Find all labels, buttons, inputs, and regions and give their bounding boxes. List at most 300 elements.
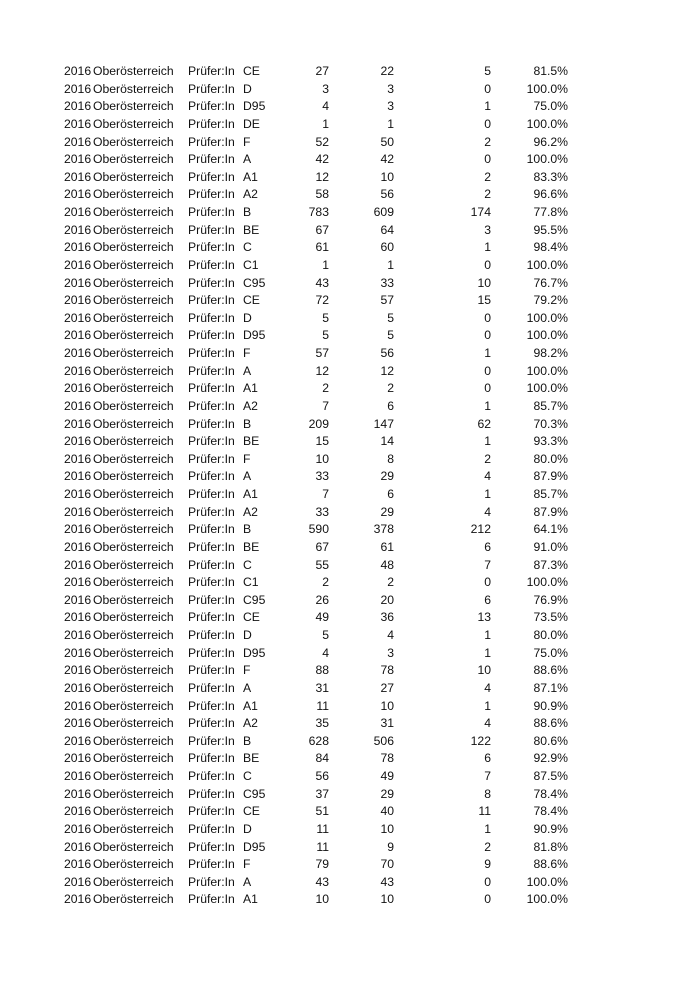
- pass-rate-cell: 88.6%: [533, 663, 568, 678]
- passed-count-cell: 14: [380, 434, 394, 449]
- license-class-cell: B: [243, 416, 252, 431]
- pass-rate-cell: 83.3%: [533, 169, 568, 184]
- failed-count-cell: 1: [484, 398, 491, 413]
- pass-rate-cell: 98.2%: [533, 346, 568, 360]
- pass-rate-cell: 87.1%: [533, 680, 568, 695]
- role-cell: Prüfer:In: [188, 363, 235, 378]
- pass-rate-cell: 81.8%: [533, 839, 568, 854]
- license-class-cell: A1: [243, 169, 258, 184]
- license-class-cell: B: [243, 733, 252, 748]
- total-count-cell: 31: [315, 680, 329, 695]
- year-cell: 2016: [64, 539, 92, 554]
- passed-count-cell: 12: [380, 363, 394, 378]
- failed-count-cell: 8: [484, 786, 491, 801]
- table-row: [0, 451, 700, 469]
- total-count-cell: 5: [322, 628, 329, 642]
- pass-rate-cell: 70.3%: [533, 416, 568, 431]
- passed-count-cell: 49: [380, 769, 394, 783]
- passed-count-cell: 57: [380, 293, 394, 308]
- failed-count-cell: 1: [484, 434, 491, 449]
- table-row: [0, 786, 700, 804]
- total-count-cell: 4: [322, 645, 329, 660]
- pass-rate-cell: 76.7%: [533, 275, 568, 290]
- region-cell: Oberösterreich: [93, 116, 174, 131]
- table-row: [0, 116, 700, 134]
- role-cell: Prüfer:In: [188, 610, 235, 625]
- passed-count-cell: 5: [387, 328, 394, 343]
- role-cell: Prüfer:In: [188, 99, 235, 114]
- year-cell: 2016: [64, 610, 92, 625]
- region-cell: Oberösterreich: [93, 416, 174, 431]
- license-class-cell: A2: [243, 187, 258, 202]
- failed-count-cell: 10: [477, 275, 491, 290]
- year-cell: 2016: [64, 205, 92, 219]
- pass-rate-cell: 90.9%: [533, 698, 568, 713]
- role-cell: Prüfer:In: [188, 821, 235, 836]
- passed-count-cell: 42: [380, 152, 394, 167]
- pass-rate-cell: 75.0%: [533, 645, 568, 660]
- license-class-cell: A: [243, 363, 252, 378]
- total-count-cell: 88: [315, 663, 329, 678]
- passed-count-cell: 60: [380, 240, 394, 255]
- table-row: [0, 257, 700, 275]
- role-cell: Prüfer:In: [188, 680, 235, 695]
- passed-count-cell: 29: [380, 786, 394, 801]
- license-class-cell: A1: [243, 892, 258, 907]
- failed-count-cell: 6: [484, 539, 491, 554]
- license-class-cell: C: [243, 240, 252, 255]
- total-count-cell: 42: [315, 152, 329, 167]
- failed-count-cell: 0: [484, 152, 491, 167]
- passed-count-cell: 40: [380, 804, 394, 819]
- role-cell: Prüfer:In: [188, 786, 235, 801]
- region-cell: Oberösterreich: [93, 892, 174, 907]
- year-cell: 2016: [64, 522, 92, 537]
- table-row: [0, 63, 700, 81]
- role-cell: Prüfer:In: [188, 434, 235, 449]
- year-cell: 2016: [64, 663, 92, 678]
- license-class-cell: C1: [243, 575, 259, 590]
- role-cell: Prüfer:In: [188, 398, 235, 413]
- total-count-cell: 209: [308, 416, 329, 431]
- table-row: [0, 803, 700, 821]
- license-class-cell: F: [243, 663, 251, 678]
- region-cell: Oberösterreich: [93, 804, 174, 819]
- table-row: [0, 874, 700, 892]
- license-class-cell: D: [243, 821, 252, 836]
- failed-count-cell: 0: [484, 310, 491, 325]
- pass-rate-cell: 91.0%: [533, 539, 568, 554]
- passed-count-cell: 2: [387, 575, 394, 590]
- role-cell: Prüfer:In: [188, 839, 235, 854]
- failed-count-cell: 0: [484, 575, 491, 590]
- table-row: [0, 698, 700, 716]
- table-row: [0, 416, 700, 434]
- passed-count-cell: 10: [380, 698, 394, 713]
- failed-count-cell: 13: [477, 610, 491, 625]
- role-cell: Prüfer:In: [188, 892, 235, 907]
- passed-count-cell: 29: [380, 504, 394, 519]
- license-class-cell: BE: [243, 539, 260, 554]
- table-row: [0, 380, 700, 398]
- table-row: [0, 398, 700, 416]
- region-cell: Oberösterreich: [93, 592, 174, 607]
- table-row: [0, 275, 700, 293]
- total-count-cell: 57: [315, 346, 329, 360]
- failed-count-cell: 1: [484, 645, 491, 660]
- passed-count-cell: 10: [380, 892, 394, 907]
- failed-count-cell: 4: [484, 469, 491, 484]
- region-cell: Oberösterreich: [93, 346, 174, 360]
- passed-count-cell: 50: [380, 134, 394, 149]
- year-cell: 2016: [64, 187, 92, 202]
- total-count-cell: 27: [315, 64, 329, 78]
- failed-count-cell: 0: [484, 257, 491, 272]
- failed-count-cell: 0: [484, 381, 491, 396]
- role-cell: Prüfer:In: [188, 522, 235, 537]
- year-cell: 2016: [64, 275, 92, 290]
- passed-count-cell: 3: [387, 81, 394, 96]
- passed-count-cell: 5: [387, 310, 394, 325]
- license-class-cell: C95: [243, 786, 266, 801]
- region-cell: Oberösterreich: [93, 628, 174, 642]
- table-row: [0, 645, 700, 663]
- total-count-cell: 49: [315, 610, 329, 625]
- pass-rate-cell: 92.9%: [533, 751, 568, 766]
- passed-count-cell: 78: [380, 751, 394, 766]
- pass-rate-cell: 90.9%: [533, 821, 568, 836]
- role-cell: Prüfer:In: [188, 804, 235, 819]
- passed-count-cell: 27: [380, 680, 394, 695]
- role-cell: Prüfer:In: [188, 698, 235, 713]
- role-cell: Prüfer:In: [188, 469, 235, 484]
- year-cell: 2016: [64, 434, 92, 449]
- role-cell: Prüfer:In: [188, 769, 235, 783]
- table-row: [0, 310, 700, 328]
- total-count-cell: 2: [322, 381, 329, 396]
- failed-count-cell: 1: [484, 99, 491, 114]
- pass-rate-cell: 100.0%: [526, 116, 568, 131]
- year-cell: 2016: [64, 698, 92, 713]
- year-cell: 2016: [64, 398, 92, 413]
- role-cell: Prüfer:In: [188, 487, 235, 501]
- role-cell: Prüfer:In: [188, 416, 235, 431]
- failed-count-cell: 0: [484, 892, 491, 907]
- role-cell: Prüfer:In: [188, 346, 235, 360]
- passed-count-cell: 6: [387, 487, 394, 501]
- license-class-cell: C95: [243, 275, 266, 290]
- pass-rate-cell: 78.4%: [533, 786, 568, 801]
- table-row: [0, 327, 700, 345]
- failed-count-cell: 11: [478, 804, 491, 819]
- table-row: [0, 204, 700, 222]
- year-cell: 2016: [64, 363, 92, 378]
- license-class-cell: A: [243, 680, 252, 695]
- region-cell: Oberösterreich: [93, 539, 174, 554]
- region-cell: Oberösterreich: [93, 187, 174, 202]
- failed-count-cell: 7: [484, 769, 491, 783]
- table-row: [0, 363, 700, 381]
- pass-rate-cell: 85.7%: [533, 398, 568, 413]
- passed-count-cell: 1: [387, 257, 394, 272]
- region-cell: Oberösterreich: [93, 328, 174, 343]
- pass-rate-cell: 100.0%: [526, 152, 568, 167]
- passed-count-cell: 6: [387, 398, 394, 413]
- table-row: [0, 557, 700, 575]
- year-cell: 2016: [64, 645, 92, 660]
- year-cell: 2016: [64, 257, 92, 272]
- table-row: [0, 539, 700, 557]
- year-cell: 2016: [64, 381, 92, 396]
- table-row: [0, 750, 700, 768]
- region-cell: Oberösterreich: [93, 434, 174, 449]
- license-class-cell: A: [243, 469, 252, 484]
- role-cell: Prüfer:In: [188, 539, 235, 554]
- year-cell: 2016: [64, 328, 92, 343]
- passed-count-cell: 56: [380, 346, 394, 360]
- failed-count-cell: 174: [470, 205, 491, 219]
- failed-count-cell: 0: [484, 328, 491, 343]
- region-cell: Oberösterreich: [93, 381, 174, 396]
- region-cell: Oberösterreich: [93, 469, 174, 484]
- region-cell: Oberösterreich: [93, 504, 174, 519]
- role-cell: Prüfer:In: [188, 575, 235, 590]
- region-cell: Oberösterreich: [93, 786, 174, 801]
- total-count-cell: 7: [322, 487, 329, 501]
- license-class-cell: DE: [243, 116, 260, 131]
- pass-rate-cell: 80.0%: [533, 628, 568, 642]
- total-count-cell: 33: [315, 504, 329, 519]
- pass-rate-cell: 80.6%: [533, 733, 568, 748]
- year-cell: 2016: [64, 504, 92, 519]
- year-cell: 2016: [64, 240, 92, 255]
- failed-count-cell: 9: [484, 857, 491, 872]
- license-class-cell: A2: [243, 398, 258, 413]
- region-cell: Oberösterreich: [93, 874, 174, 889]
- passed-count-cell: 48: [380, 557, 394, 572]
- license-class-cell: D: [243, 81, 252, 96]
- region-cell: Oberösterreich: [93, 152, 174, 167]
- failed-count-cell: 10: [477, 663, 491, 678]
- pass-rate-cell: 95.5%: [533, 222, 568, 237]
- year-cell: 2016: [64, 680, 92, 695]
- year-cell: 2016: [64, 839, 92, 854]
- total-count-cell: 43: [315, 874, 329, 889]
- license-class-cell: BE: [243, 751, 260, 766]
- table-row: [0, 345, 700, 363]
- passed-count-cell: 2: [387, 381, 394, 396]
- license-class-cell: D95: [243, 645, 266, 660]
- passed-count-cell: 10: [380, 821, 394, 836]
- year-cell: 2016: [64, 416, 92, 431]
- year-cell: 2016: [64, 293, 92, 308]
- passed-count-cell: 506: [373, 733, 394, 748]
- failed-count-cell: 0: [484, 81, 491, 96]
- failed-count-cell: 6: [484, 751, 491, 766]
- total-count-cell: 37: [315, 786, 329, 801]
- role-cell: Prüfer:In: [188, 716, 235, 731]
- region-cell: Oberösterreich: [93, 205, 174, 219]
- table-row: [0, 715, 700, 733]
- region-cell: Oberösterreich: [93, 769, 174, 783]
- pass-rate-cell: 100.0%: [526, 328, 568, 343]
- year-cell: 2016: [64, 99, 92, 114]
- failed-count-cell: 1: [484, 698, 491, 713]
- total-count-cell: 628: [308, 733, 329, 748]
- pass-rate-cell: 80.0%: [533, 451, 568, 466]
- total-count-cell: 11: [316, 821, 329, 836]
- license-class-cell: A1: [243, 698, 258, 713]
- total-count-cell: 56: [315, 769, 329, 783]
- passed-count-cell: 10: [380, 169, 394, 184]
- region-cell: Oberösterreich: [93, 557, 174, 572]
- table-row: [0, 856, 700, 874]
- role-cell: Prüfer:In: [188, 187, 235, 202]
- total-count-cell: 12: [315, 363, 329, 378]
- total-count-cell: 33: [315, 469, 329, 484]
- license-class-cell: C: [243, 769, 252, 783]
- total-count-cell: 72: [315, 293, 329, 308]
- region-cell: Oberösterreich: [93, 839, 174, 854]
- pass-rate-cell: 88.6%: [533, 716, 568, 731]
- region-cell: Oberösterreich: [93, 134, 174, 149]
- table-row: [0, 134, 700, 152]
- region-cell: Oberösterreich: [93, 451, 174, 466]
- total-count-cell: 43: [315, 275, 329, 290]
- passed-count-cell: 36: [380, 610, 394, 625]
- total-count-cell: 79: [315, 857, 329, 872]
- pass-rate-cell: 76.9%: [533, 592, 568, 607]
- license-class-cell: D: [243, 628, 252, 642]
- role-cell: Prüfer:In: [188, 874, 235, 889]
- year-cell: 2016: [64, 81, 92, 96]
- total-count-cell: 67: [315, 539, 329, 554]
- passed-count-cell: 147: [373, 416, 394, 431]
- table-row: [0, 468, 700, 486]
- region-cell: Oberösterreich: [93, 240, 174, 255]
- region-cell: Oberösterreich: [93, 398, 174, 413]
- region-cell: Oberösterreich: [93, 680, 174, 695]
- role-cell: Prüfer:In: [188, 293, 235, 308]
- total-count-cell: 55: [315, 557, 329, 572]
- year-cell: 2016: [64, 116, 92, 131]
- year-cell: 2016: [64, 451, 92, 466]
- license-class-cell: A: [243, 874, 252, 889]
- license-class-cell: CE: [243, 293, 260, 308]
- role-cell: Prüfer:In: [188, 733, 235, 748]
- role-cell: Prüfer:In: [188, 222, 235, 237]
- table-row: [0, 821, 700, 839]
- passed-count-cell: 8: [387, 451, 394, 466]
- failed-count-cell: 6: [484, 592, 491, 607]
- table-row: [0, 504, 700, 522]
- failed-count-cell: 1: [484, 628, 491, 642]
- failed-count-cell: 4: [484, 680, 491, 695]
- role-cell: Prüfer:In: [188, 152, 235, 167]
- failed-count-cell: 62: [477, 416, 491, 431]
- total-count-cell: 5: [322, 310, 329, 325]
- region-cell: Oberösterreich: [93, 257, 174, 272]
- year-cell: 2016: [64, 152, 92, 167]
- role-cell: Prüfer:In: [188, 451, 235, 466]
- license-class-cell: B: [243, 205, 252, 219]
- passed-count-cell: 20: [380, 592, 394, 607]
- license-class-cell: A1: [243, 381, 258, 396]
- total-count-cell: 4: [322, 99, 329, 114]
- total-count-cell: 3: [322, 81, 329, 96]
- pass-rate-cell: 81.5%: [533, 64, 568, 78]
- license-class-cell: D95: [243, 328, 266, 343]
- total-count-cell: 1: [322, 116, 329, 131]
- table-row: [0, 521, 700, 539]
- license-class-cell: F: [243, 346, 251, 360]
- region-cell: Oberösterreich: [93, 293, 174, 308]
- role-cell: Prüfer:In: [188, 116, 235, 131]
- table-row: [0, 662, 700, 680]
- table-row: [0, 169, 700, 187]
- failed-count-cell: 0: [484, 363, 491, 378]
- license-class-cell: A1: [243, 487, 258, 501]
- pass-rate-cell: 75.0%: [533, 99, 568, 114]
- role-cell: Prüfer:In: [188, 240, 235, 255]
- year-cell: 2016: [64, 64, 92, 78]
- table-row: [0, 222, 700, 240]
- pass-rate-cell: 100.0%: [526, 310, 568, 325]
- role-cell: Prüfer:In: [188, 328, 235, 343]
- total-count-cell: 61: [315, 240, 329, 255]
- role-cell: Prüfer:In: [188, 64, 235, 78]
- pass-rate-cell: 73.5%: [533, 610, 568, 625]
- table-row: [0, 592, 700, 610]
- license-class-cell: CE: [243, 610, 260, 625]
- passed-count-cell: 43: [380, 874, 394, 889]
- role-cell: Prüfer:In: [188, 504, 235, 519]
- pass-rate-cell: 100.0%: [526, 892, 568, 907]
- table-row: [0, 891, 700, 909]
- pass-rate-cell: 87.5%: [533, 769, 568, 783]
- table-row: [0, 81, 700, 99]
- total-count-cell: 52: [315, 134, 329, 149]
- data-table: [0, 63, 700, 909]
- license-class-cell: F: [243, 451, 251, 466]
- year-cell: 2016: [64, 804, 92, 819]
- passed-count-cell: 609: [373, 205, 394, 219]
- role-cell: Prüfer:In: [188, 751, 235, 766]
- role-cell: Prüfer:In: [188, 169, 235, 184]
- failed-count-cell: 4: [484, 504, 491, 519]
- year-cell: 2016: [64, 169, 92, 184]
- table-row: [0, 839, 700, 857]
- region-cell: Oberösterreich: [93, 522, 174, 537]
- year-cell: 2016: [64, 575, 92, 590]
- total-count-cell: 590: [308, 522, 329, 537]
- region-cell: Oberösterreich: [93, 99, 174, 114]
- year-cell: 2016: [64, 821, 92, 836]
- passed-count-cell: 29: [380, 469, 394, 484]
- failed-count-cell: 2: [484, 451, 491, 466]
- table-row: [0, 239, 700, 257]
- year-cell: 2016: [64, 310, 92, 325]
- total-count-cell: 51: [315, 804, 329, 819]
- passed-count-cell: 1: [387, 116, 394, 131]
- year-cell: 2016: [64, 786, 92, 801]
- failed-count-cell: 3: [484, 222, 491, 237]
- failed-count-cell: 4: [484, 716, 491, 731]
- table-row: [0, 609, 700, 627]
- role-cell: Prüfer:In: [188, 645, 235, 660]
- total-count-cell: 10: [315, 892, 329, 907]
- failed-count-cell: 1: [484, 821, 491, 836]
